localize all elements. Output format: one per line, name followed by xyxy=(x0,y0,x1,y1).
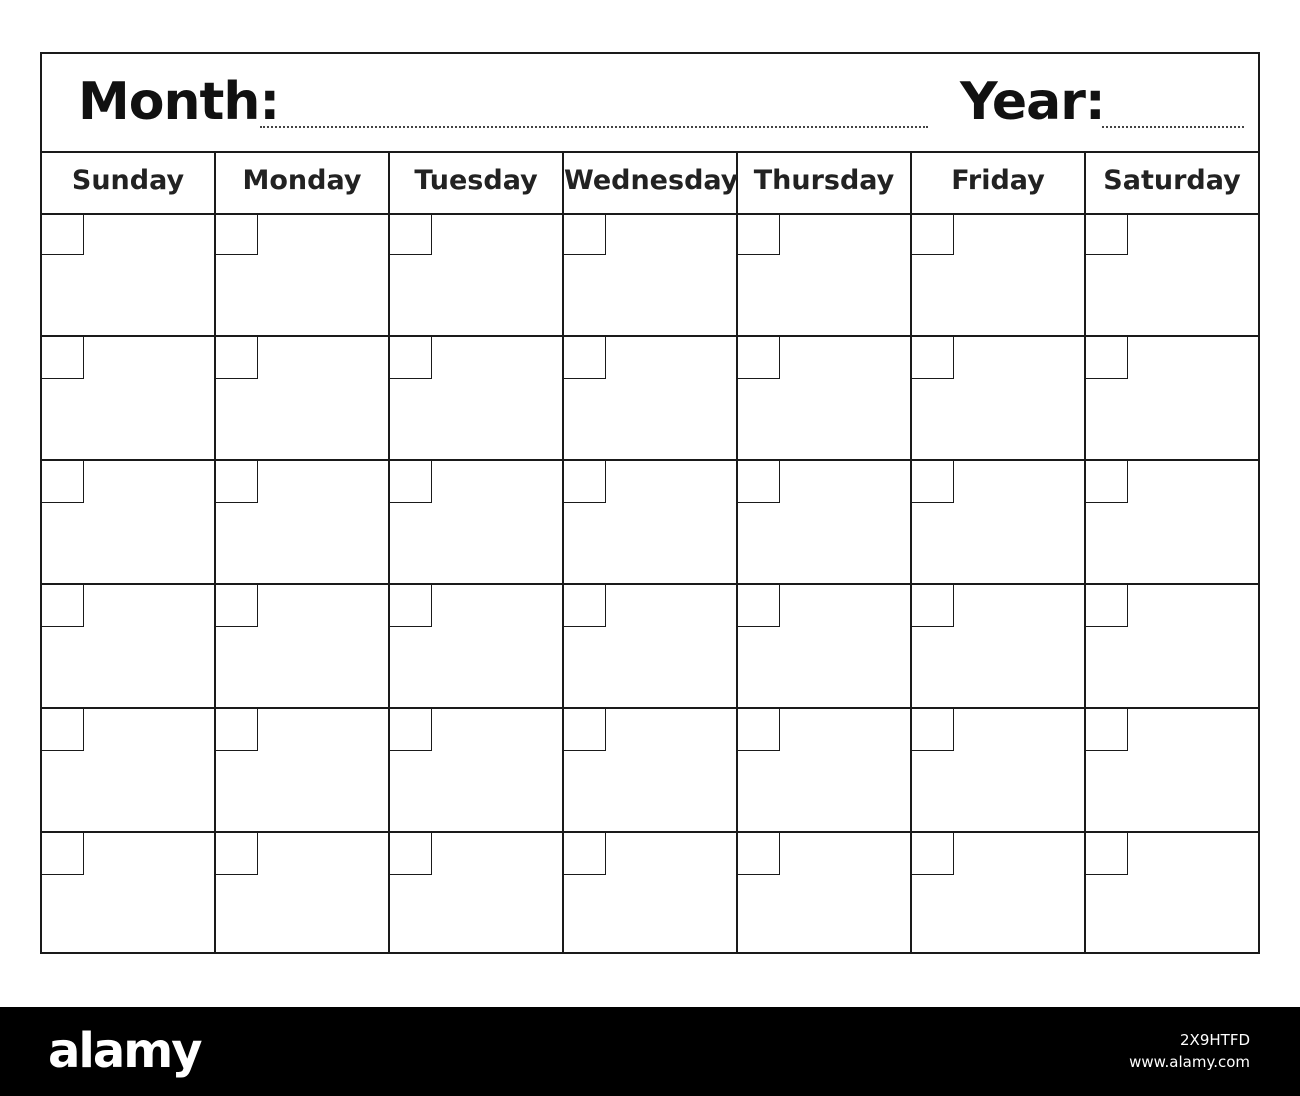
day-cell[interactable] xyxy=(216,337,390,461)
weekday-friday: Friday xyxy=(912,151,1086,213)
date-number-box xyxy=(390,213,432,255)
weekday-sunday: Sunday xyxy=(42,151,216,213)
blank-monthly-calendar xyxy=(40,52,1260,954)
date-number-box xyxy=(564,585,606,627)
date-number-box xyxy=(216,709,258,751)
date-number-box xyxy=(564,337,606,379)
day-cell[interactable] xyxy=(216,585,390,709)
day-cell[interactable] xyxy=(390,709,564,833)
weekday-tuesday: Tuesday xyxy=(390,151,564,213)
weekday-saturday: Saturday xyxy=(1103,165,1241,196)
day-cell[interactable] xyxy=(42,213,216,337)
day-cell[interactable] xyxy=(912,709,1086,833)
date-number-box xyxy=(564,461,606,503)
day-cell[interactable] xyxy=(564,833,738,952)
watermark-footer xyxy=(0,1007,1300,1096)
day-cell[interactable] xyxy=(564,337,738,461)
month-label: Month: xyxy=(78,72,280,132)
day-cell[interactable] xyxy=(1086,461,1258,585)
day-cell[interactable] xyxy=(564,461,738,585)
date-number-box xyxy=(912,337,954,379)
date-number-box xyxy=(912,461,954,503)
date-number-box xyxy=(1086,709,1128,751)
day-cell[interactable] xyxy=(42,833,216,952)
day-cell[interactable] xyxy=(912,213,1086,337)
day-cell[interactable] xyxy=(216,709,390,833)
date-number-box xyxy=(42,213,84,255)
day-cell[interactable] xyxy=(1086,337,1258,461)
day-cell[interactable] xyxy=(390,585,564,709)
date-number-box xyxy=(390,461,432,503)
calendar-header xyxy=(42,54,1258,153)
day-cell[interactable] xyxy=(738,709,912,833)
date-number-box xyxy=(738,709,780,751)
date-number-box xyxy=(564,833,606,875)
image-id: 2X9HTFD xyxy=(1180,1031,1250,1049)
day-cell[interactable] xyxy=(738,585,912,709)
date-number-box xyxy=(216,833,258,875)
date-number-box xyxy=(1086,833,1128,875)
date-number-box xyxy=(564,213,606,255)
date-number-box xyxy=(390,833,432,875)
day-cell[interactable] xyxy=(1086,833,1258,952)
day-cell[interactable] xyxy=(42,461,216,585)
day-cell[interactable] xyxy=(564,585,738,709)
day-cell[interactable] xyxy=(912,585,1086,709)
day-cell[interactable] xyxy=(390,461,564,585)
weekday-monday: Monday xyxy=(216,151,390,213)
date-number-box xyxy=(216,213,258,255)
date-number-box xyxy=(42,833,84,875)
day-cell[interactable] xyxy=(216,213,390,337)
date-number-box xyxy=(216,461,258,503)
date-number-box xyxy=(738,461,780,503)
date-number-box xyxy=(738,585,780,627)
day-cell[interactable] xyxy=(42,585,216,709)
month-write-line[interactable] xyxy=(260,126,928,128)
date-number-box xyxy=(738,833,780,875)
day-cell[interactable] xyxy=(1086,213,1258,337)
day-cell[interactable] xyxy=(1086,709,1258,833)
alamy-logo: alamy xyxy=(48,1023,201,1079)
date-number-box xyxy=(390,337,432,379)
day-cell[interactable] xyxy=(738,213,912,337)
day-cell[interactable] xyxy=(42,337,216,461)
date-number-box xyxy=(216,585,258,627)
day-cell[interactable] xyxy=(216,461,390,585)
date-number-box xyxy=(216,337,258,379)
image-credit xyxy=(1129,1029,1250,1073)
date-number-box xyxy=(42,461,84,503)
day-cell[interactable] xyxy=(390,213,564,337)
day-cell[interactable] xyxy=(1086,585,1258,709)
day-cell[interactable] xyxy=(912,461,1086,585)
date-number-box xyxy=(912,213,954,255)
year-write-line[interactable] xyxy=(1102,126,1244,128)
date-number-box xyxy=(42,337,84,379)
day-cell[interactable] xyxy=(216,833,390,952)
weekday-thursday: Thursday xyxy=(738,151,912,213)
day-cell[interactable] xyxy=(738,337,912,461)
date-number-box xyxy=(738,337,780,379)
day-cell[interactable] xyxy=(738,461,912,585)
date-number-box xyxy=(390,585,432,627)
date-number-box xyxy=(912,585,954,627)
date-number-box xyxy=(912,833,954,875)
day-cell[interactable] xyxy=(564,213,738,337)
date-number-box xyxy=(42,709,84,751)
day-cell[interactable] xyxy=(912,337,1086,461)
day-grid xyxy=(42,213,1258,952)
date-number-box xyxy=(390,709,432,751)
day-cell[interactable] xyxy=(738,833,912,952)
date-number-box xyxy=(42,585,84,627)
date-number-box xyxy=(1086,213,1128,255)
year-label: Year: xyxy=(960,72,1105,132)
day-cell[interactable] xyxy=(564,709,738,833)
date-number-box xyxy=(912,709,954,751)
site-url: www.alamy.com xyxy=(1129,1053,1250,1071)
date-number-box xyxy=(1086,337,1128,379)
date-number-box xyxy=(1086,585,1128,627)
day-cell[interactable] xyxy=(390,337,564,461)
weekday-header-row xyxy=(42,151,1258,215)
weekday-wednesday: Wednesday xyxy=(564,151,738,213)
date-number-box xyxy=(564,709,606,751)
day-cell[interactable] xyxy=(912,833,1086,952)
date-number-box xyxy=(738,213,780,255)
date-number-box xyxy=(1086,461,1128,503)
day-cell[interactable] xyxy=(390,833,564,952)
day-cell[interactable] xyxy=(42,709,216,833)
